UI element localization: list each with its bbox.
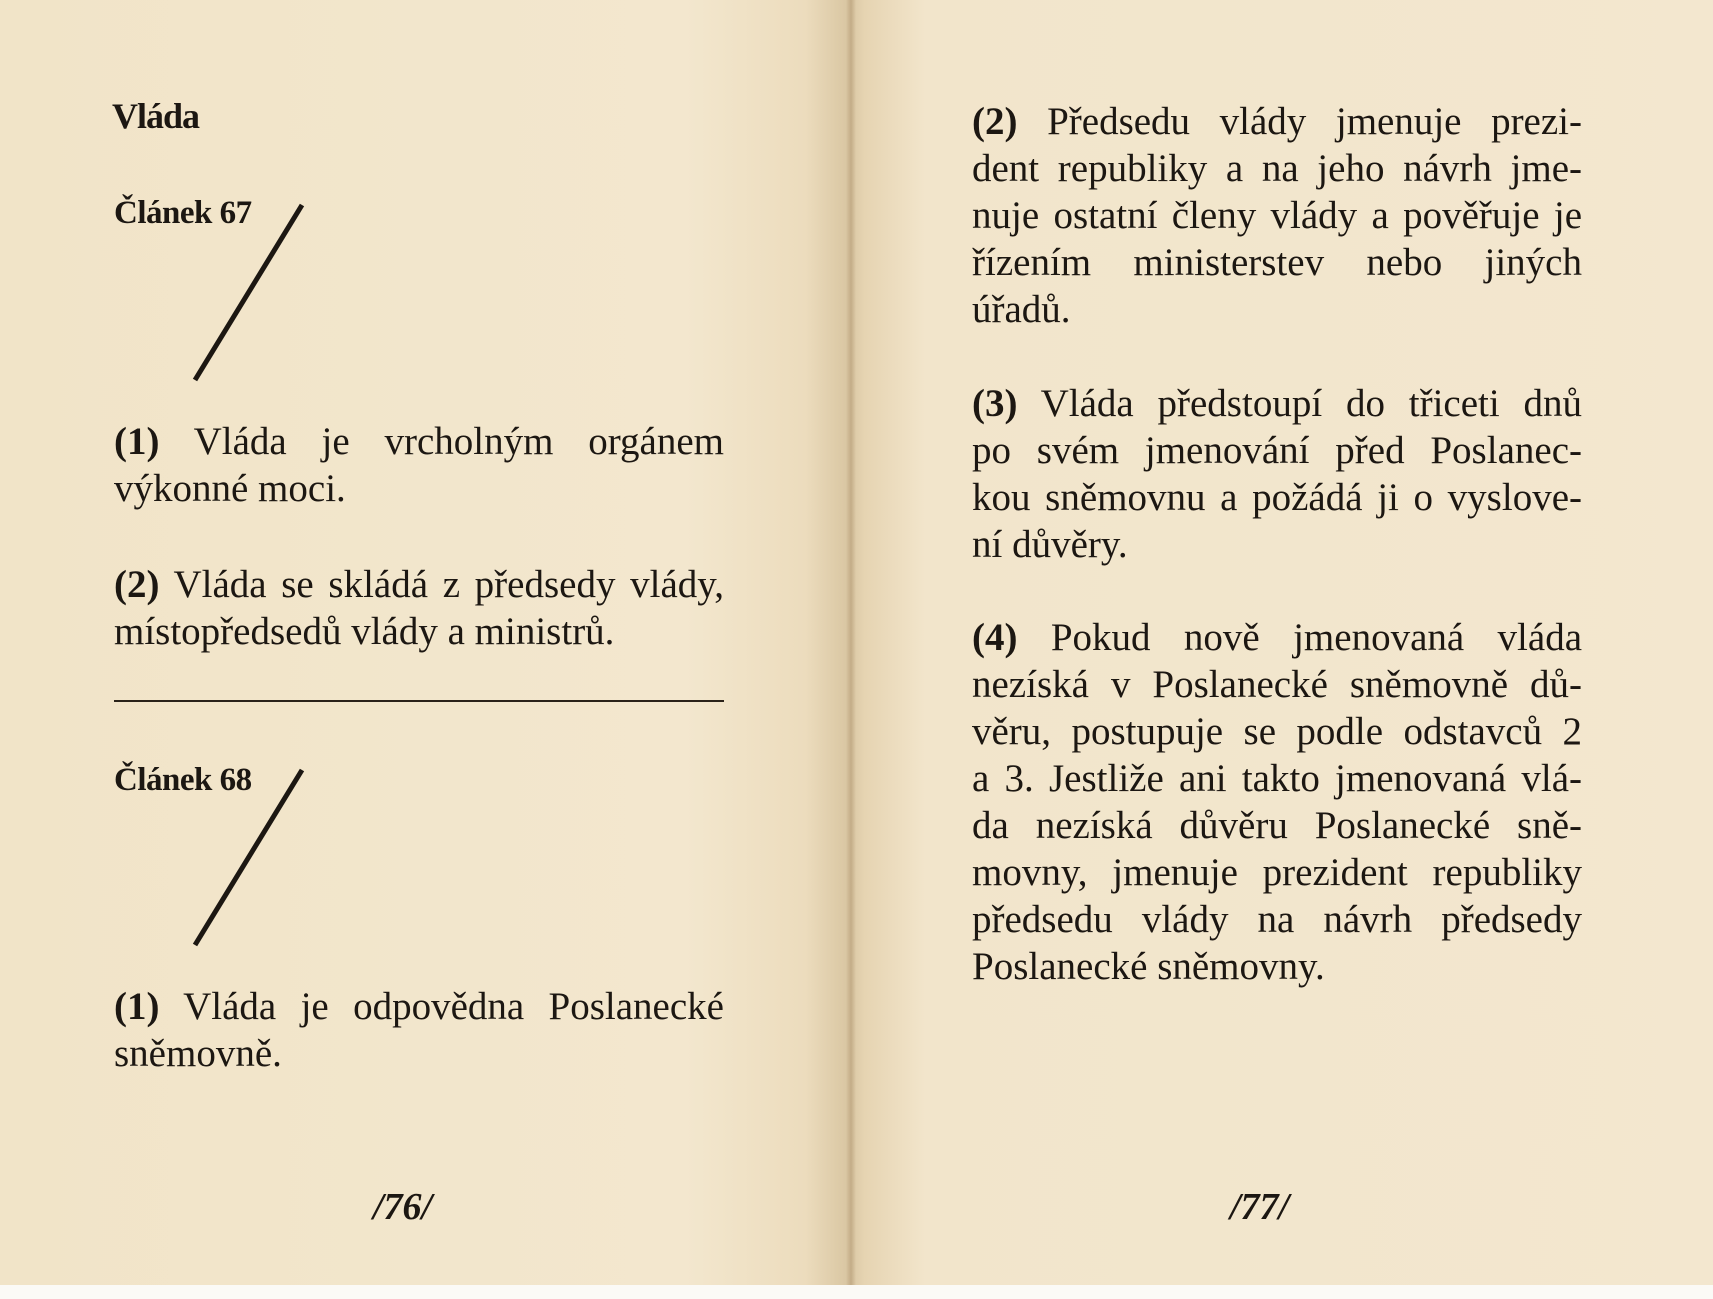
paragraph-number: (2): [972, 100, 1018, 143]
paragraph-line: úřadů.: [972, 288, 1071, 331]
paragraph-line: Vláda předstoupí do třiceti dnů: [1040, 382, 1583, 425]
paragraph-line: Vláda je odpovědna Poslanecké: [183, 985, 724, 1028]
paragraph-4: [972, 614, 1582, 990]
paragraph-line: výkonné moci.: [114, 467, 346, 510]
article-67-paragraph-2: [114, 561, 724, 655]
paragraph-line: věru, postupuje se podle odstavců 2: [972, 710, 1582, 753]
paragraph-line: Předsedu vlády jmenuje prezi-: [1047, 100, 1583, 143]
page-number-left: /76/: [373, 1186, 433, 1228]
paragraph-line: Pokud nově jmenovaná vláda: [1050, 616, 1583, 659]
paragraph-line: Vláda se skládá z předsedy vlády,: [173, 563, 724, 606]
article-68-slash-mark: [190, 765, 310, 950]
paragraph-line: předsedu vlády na návrh předsedy: [972, 898, 1582, 941]
article-67-paragraph-1: [114, 418, 724, 512]
paragraph-line: sněmovně.: [114, 1032, 282, 1075]
paragraph-number: (4): [972, 616, 1018, 659]
paragraph-line: Poslanecké sněmovny.: [972, 945, 1325, 988]
scan-bottom-edge: [0, 1285, 1713, 1299]
article-67-title: Článek 67: [114, 195, 252, 231]
paragraph-number: (1): [114, 985, 160, 1028]
paragraph-line: Vláda je vrcholným orgánem: [193, 420, 724, 463]
paragraph-2: [972, 98, 1582, 333]
paragraph-line: movny, jmenuje prezident republiky: [972, 851, 1582, 894]
paragraph-line: da nezíská důvěru Poslanecké sně-: [972, 804, 1582, 847]
divider-rule: [114, 700, 724, 702]
paragraph-number: (3): [972, 382, 1018, 425]
page-number-right: /77/: [1230, 1186, 1290, 1228]
paragraph-line: nezíská v Poslanecké sněmovně dů-: [972, 663, 1582, 706]
paragraph-3: [972, 380, 1582, 568]
paragraph-line: po svém jmenování před Poslanec-: [972, 429, 1582, 472]
paragraph-line: ní důvěry.: [972, 523, 1128, 566]
paragraph-number: (2): [114, 563, 160, 606]
paragraph-line: a 3. Jestliže ani takto jmenovaná vlá-: [972, 757, 1582, 800]
paragraph-number: (1): [114, 420, 160, 463]
paragraph-line: místopředsedů vlády a ministrů.: [114, 610, 615, 653]
left-page: [0, 0, 852, 1299]
article-68-paragraph-1: [114, 983, 724, 1077]
article-67-slash-mark: [190, 200, 310, 385]
paragraph-line: nuje ostatní členy vlády a pověřuje je: [972, 194, 1582, 237]
article-68-title: Článek 68: [114, 762, 252, 798]
paragraph-line: kou sněmovnu a požádá ji o vyslove-: [972, 476, 1582, 519]
paragraph-line: dent republiky a na jeho návrh jme-: [972, 147, 1582, 190]
section-heading: Vláda: [112, 96, 200, 136]
paragraph-line: řízením ministerstev nebo jiných: [972, 241, 1582, 284]
right-page: [852, 0, 1713, 1299]
